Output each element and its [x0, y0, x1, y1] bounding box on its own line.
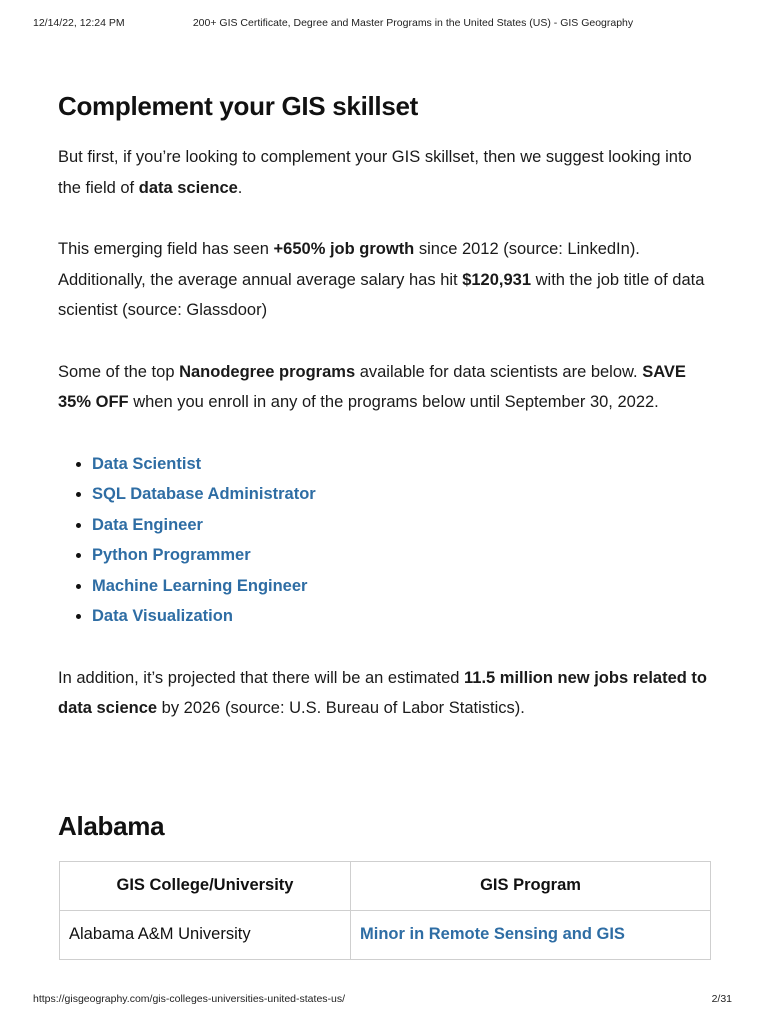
bold-salary: $120,931 [462, 270, 532, 289]
bold-job-growth: +650% job growth [273, 240, 415, 258]
bold-save-offer: SAVE 35% OFF [58, 362, 686, 411]
paragraph-text: . [237, 178, 243, 197]
paragraph-intro [58, 142, 718, 203]
table-header-row [60, 861, 711, 910]
print-header [33, 17, 733, 31]
print-page-title: 200+ GIS Certificate, Degree and Master Programs in the United States (US) - GIS Geography [192, 17, 634, 29]
cell-program [351, 910, 711, 959]
paragraph-text: But first, if you’re looking to complement your GIS skillset, then we suggest looking into the field of [58, 148, 692, 197]
program-link-remote-sensing-gis[interactable]: Minor in Remote Sensing and GIS [360, 925, 625, 943]
paragraph-text: by 2026 (source: U.S. Bureau of Labor Statistics). [157, 699, 525, 717]
article-content [58, 88, 718, 960]
paragraph-text: with the job title of data scientist (source: Glassdoor) [58, 270, 705, 319]
paragraph-text: This emerging field has seen [58, 240, 274, 258]
paragraph-text: In addition, it’s projected that there will be an estimated [58, 668, 465, 687]
cell-college: Alabama A&M University [60, 910, 351, 959]
program-link-sql-database-administrator[interactable]: SQL Database Administrator [92, 485, 316, 503]
section-heading-alabama: Alabama [58, 810, 165, 841]
column-header-college: GIS College/University [60, 861, 351, 910]
print-datetime: 12/14/22, 12:24 PM [33, 17, 125, 29]
print-footer [33, 993, 732, 1007]
programs-table [59, 861, 711, 960]
bold-new-jobs: 11.5 million new jobs related to data science [58, 668, 707, 717]
list-item [92, 601, 718, 632]
list-item [92, 449, 718, 480]
paragraph-text: since 2012 (source: LinkedIn). Additionally, the average annual average salary has hit [58, 240, 640, 289]
list-item [92, 479, 718, 510]
paragraph-projection [58, 663, 718, 724]
program-link-data-scientist[interactable]: Data Scientist [92, 454, 202, 473]
list-item [92, 510, 718, 541]
print-url: https://gisgeography.com/gis-colleges-universities-united-states-us/ [33, 993, 346, 1005]
paragraph-text: Some of the top [58, 362, 180, 381]
section-heading-complement: Complement your GIS skillset [58, 91, 419, 121]
bold-nanodegree: Nanodegree programs [179, 362, 356, 381]
paragraph-text: available for data scientists are below. [355, 362, 643, 381]
program-link-data-engineer[interactable]: Data Engineer [92, 515, 203, 534]
table-row [60, 910, 711, 959]
program-link-data-visualization[interactable]: Data Visualization [92, 607, 233, 625]
bold-data-science: data science [138, 178, 238, 197]
list-item [92, 571, 718, 602]
column-header-program: GIS Program [351, 861, 711, 910]
paragraph-growth [58, 234, 718, 326]
list-item [92, 540, 718, 571]
paragraph-nanodegree [58, 357, 718, 418]
program-list [58, 449, 718, 632]
program-list-wrapper [58, 449, 718, 632]
print-page-number: 2/31 [711, 993, 732, 1005]
program-link-python-programmer[interactable]: Python Programmer [92, 546, 251, 564]
program-link-machine-learning-engineer[interactable]: Machine Learning Engineer [92, 576, 308, 595]
paragraph-text: when you enroll in any of the programs below until September 30, 2022. [128, 393, 659, 411]
